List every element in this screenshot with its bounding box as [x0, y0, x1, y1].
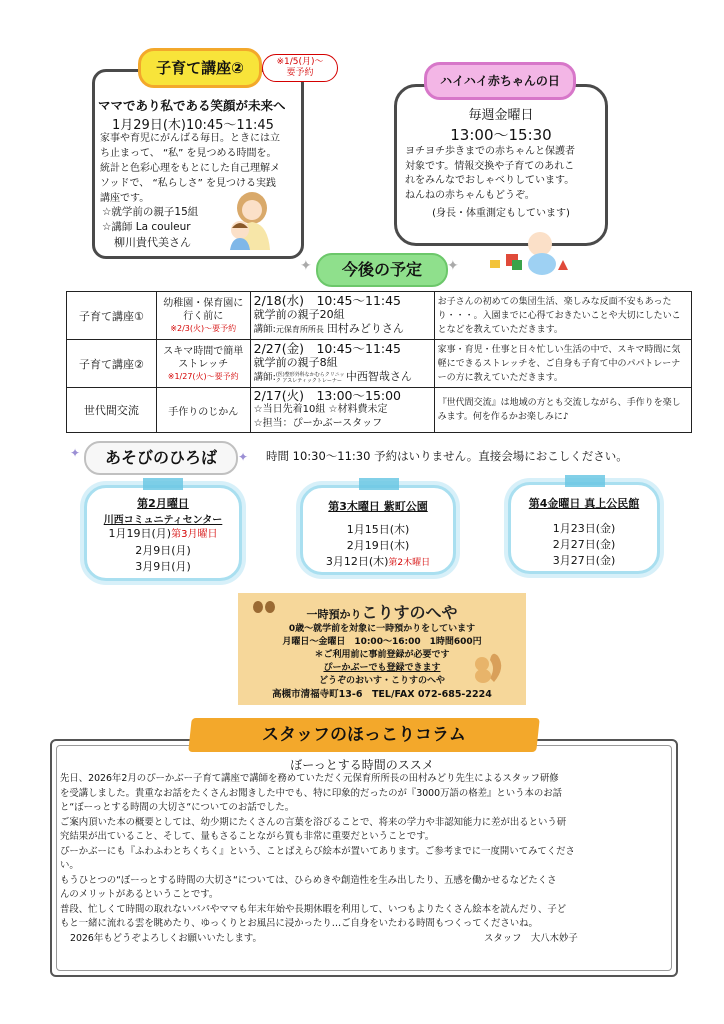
haihai-note: (身長・体重測定もしています): [432, 208, 570, 219]
risu-address: 高槻市清福寺町13-6 TEL/FAX 072-685-2224: [272, 689, 492, 700]
venue-date: 1月15日(木): [346, 523, 410, 536]
schedule-table: [66, 291, 692, 433]
haihai-tag: ハイハイ赤ちゃんの日: [424, 62, 576, 100]
column-body: [60, 772, 672, 946]
risu-line: 0歳～就学前を対象に一時預かりをしています: [288, 624, 476, 634]
risu-title: こりすのへや: [361, 603, 458, 622]
column-title-text: スタッフのほっこりコラム: [262, 725, 466, 745]
row-lecturer-label: 講師:: [253, 372, 276, 383]
kosodate2-headline: ママであり私である笑顔が未来へ: [98, 98, 286, 113]
venue-title: 第3木曜日 紫町公園: [328, 500, 428, 513]
row-target: ☆当日先着10組 ☆材料費未定: [253, 404, 388, 415]
kosodate2-note-line2: 要予約: [286, 68, 314, 78]
row-date: 2/18(水) 10:45～11:45: [253, 293, 402, 308]
kosodate2-target: ☆就学前の親子15組: [102, 206, 199, 218]
row-name: 子育て講座②: [67, 340, 157, 388]
risu-line: どうぞのおいす・こりすのへや: [318, 676, 445, 686]
row-desc: お子さんの初めての集団生活、楽しみな反面不安もあったり・・・。入園までに心得ておきたいことや大切にしたいことなどを教えていただきます。: [434, 292, 691, 340]
kosodate2-note: [262, 54, 338, 82]
row-topic: スキマ時間で簡単ストレッチ: [163, 346, 244, 370]
risu-line: 月曜日～金曜日 10:00～16:00 1時間600円: [282, 637, 482, 647]
row-topic-cell: [156, 340, 250, 388]
table-row: [67, 340, 692, 388]
venue-date: 3月12日(木): [325, 555, 389, 568]
kosodate2-body-line: 講座です。: [100, 193, 150, 204]
venue-date: 2月27日(金): [552, 538, 616, 551]
venue-title: 第4金曜日 真上公民館: [528, 497, 640, 510]
column-line: ぴーかぶーにも『ふわふわとちくちく』という、ことばえらび絵本が置いてあります。ご参考までに一度開いてみてくださ: [60, 845, 575, 857]
column-line: ご案内頂いた本の概要としては、幼少期にたくさんの言葉を浴びることで、将来の学力や非認知能力に差が出るという研: [60, 816, 567, 828]
kosodate2-body-line: 家事や育児にがんばる毎日。ときには立: [100, 133, 280, 144]
row-target: 就学前の親子20組: [253, 308, 345, 321]
column-line: を受講しました。貴重なお話をたくさんお聞きした中でも、特に印象的だったのが『3000万語の格差』という本のお話: [60, 787, 562, 799]
tape-decoration: [143, 478, 183, 490]
column-line: もうひとつの“ぼーっとする時間の大切さ“については、ひらめきや創造性を生み出したり、五感を働かせるなどたくさ: [60, 874, 557, 886]
venue-date-note: 第3月曜日: [171, 529, 218, 540]
haihai-body-line: 対象です。情報交換や子育てのあれこ: [405, 160, 575, 172]
baby-blocks-illustration: [486, 230, 576, 276]
row-lecturer: [254, 370, 431, 385]
row-detail-cell: [250, 388, 434, 433]
column-line: 先日、2026年2月のぴーかぶー子育て講座で講師を務めていただく元保育所所長の田村みどり先生によるスタッフ研修: [60, 773, 559, 784]
row-detail-cell: [250, 292, 434, 340]
risu-title-small: 一時預かり: [306, 608, 362, 621]
squirrel-icon: [470, 648, 506, 684]
sparkle-icon: ✦: [70, 446, 81, 460]
tape-decoration: [565, 475, 605, 487]
row-detail-cell: [250, 340, 434, 388]
mother-child-illustration: [222, 188, 278, 250]
venue-date: 2月9日(月): [135, 544, 191, 557]
venue-title: 第2月曜日: [137, 497, 189, 510]
venue-card: [84, 485, 242, 581]
column-line: 究結果が出ていること、そして、量もさることながら質も非常に重要だということです。: [60, 831, 435, 842]
row-desc: 家事・育児・仕事と日々忙しい生活の中で、スキマ時間に気軽にできるストレッチを、ご自身も子育て中のパパトレーナーの方に教えていただきます。: [434, 340, 691, 388]
row-lecturer-title: (医)整形外科なかむらクリニック アスレティックトレーナー: [275, 371, 345, 384]
column-line: 普段、忙しくて時間の取れないパパやママも年末年始や長期休暇を利用して、いつもよりたくさん絵本を読んだり、子ど: [60, 903, 567, 915]
venue-card: [508, 482, 660, 574]
venue-date-note: 第2木曜日: [388, 558, 431, 568]
haihai-body-line: れをみんなでおしゃべりしています。: [405, 175, 575, 186]
row-desc: 『世代間交流』は地域の方とも交流しながら、手作りを楽しみます。何を作るかお楽しみに♪: [434, 388, 691, 433]
acorn-icon: [252, 598, 276, 614]
column-closing: 2026年もどうぞよろしくお願いいたします。: [70, 932, 262, 944]
column-signature: スタッフ 大八木妙子: [484, 932, 578, 944]
risu-line: ＊ご利用前に事前登録が必要です: [314, 650, 450, 660]
venue-date-row: [87, 526, 239, 543]
table-row: [67, 388, 692, 433]
venue-date-row: [303, 554, 453, 571]
row-name: 世代間交流: [67, 388, 157, 433]
risu-title-row: [238, 600, 526, 623]
sparkle-icon: ✦: [300, 258, 312, 274]
row-lecturer-title: 元保育所所長: [275, 325, 324, 334]
haihai-body: [405, 145, 601, 203]
row-target: 就学前の親子8組: [253, 356, 338, 369]
column-line: と“ぼーっとする時間の大切さ“についてのお話でした。: [60, 802, 295, 813]
venue-date: 1月23日(金): [552, 522, 616, 535]
venue-date: 3月27日(金): [552, 554, 616, 567]
kosodate2-lecturer-name: 柳川貴代美さん: [114, 236, 191, 249]
asobi-info: 時間 10:30～11:30 予約はいりません。直接会場におこしください。: [266, 449, 628, 463]
row-note: ※2/3(火)～要予約: [170, 324, 237, 333]
kosodate2-datetime: 1月29日(木)10:45～11:45: [112, 118, 274, 133]
tape-decoration: [359, 478, 399, 490]
sparkle-icon: ✦: [447, 258, 459, 274]
risu-line: ぴーかぶーでも登録できます: [323, 663, 441, 673]
column-line: もと一緒に流れる雲を眺めたり、ゆっくりとお風呂に浸かったり…ご自身をいたわる時間もつくってくださいね。: [60, 918, 538, 929]
row-lecturer-name: 田村みどりさん: [326, 322, 404, 335]
column-title: [188, 718, 540, 752]
row-lecturer: [254, 322, 431, 337]
table-row: [67, 292, 692, 340]
haihai-day: 毎週金曜日: [468, 108, 534, 123]
venue-place: 川西コミュニティセンター: [103, 515, 223, 526]
row-topic: 幼稚園・保育園に行く前に: [163, 298, 244, 322]
venue-date: 3月9日(月): [135, 560, 191, 573]
row-topic-cell: [156, 292, 250, 340]
row-date: 2/17(火) 13:00～15:00: [253, 388, 402, 403]
kosodate2-tag: 子育て講座②: [138, 48, 262, 88]
column-line: んのメリットがあるということです。: [60, 889, 219, 900]
venue-date: 1月19日(月): [108, 527, 172, 540]
venue-card: [300, 485, 456, 575]
schedule-title: 今後の予定: [316, 253, 448, 287]
row-note: ※1/27(火)～要予約: [167, 372, 239, 381]
row-name: 子育て講座①: [67, 292, 157, 340]
column-closing-row: [60, 932, 672, 947]
row-date: 2/27(金) 10:45～11:45: [253, 341, 402, 356]
row-staff: ☆担当：ぴーかぶースタッフ: [253, 418, 383, 429]
kosodate2-body-line: 統計と色彩心理をもとにした自己理解メ: [100, 163, 280, 174]
sparkle-icon: ✦: [238, 450, 249, 464]
kosodate2-body-line: ち止まって、 “私” を見つめる時間を。: [100, 148, 277, 159]
asobi-title: あそびのひろば: [84, 441, 238, 475]
row-lecturer-label: 講師:: [253, 324, 276, 335]
venue-date: 2月19日(木): [346, 539, 410, 552]
haihai-time: 13:00～15:30: [450, 126, 552, 144]
kosodate2-lecturer: ☆講師 La couleur: [102, 221, 191, 233]
row-lecturer-name: 中西智哉さん: [345, 370, 412, 383]
haihai-body-line: ヨチヨチ歩きまでの赤ちゃんと保護者: [405, 146, 575, 157]
column-subtitle: ぼーっとする時間のススメ: [290, 758, 434, 772]
row-topic: 手作りのじかん: [156, 388, 250, 433]
haihai-body-line: ねんねの赤ちゃんもどうぞ。: [405, 189, 535, 201]
kosodate2-note-line1: ※1/5(月)～: [276, 57, 324, 67]
kosodate2-body-line: ソッドで、 “私らしさ” を見つける実践: [100, 178, 277, 189]
column-line: い。: [60, 860, 79, 871]
